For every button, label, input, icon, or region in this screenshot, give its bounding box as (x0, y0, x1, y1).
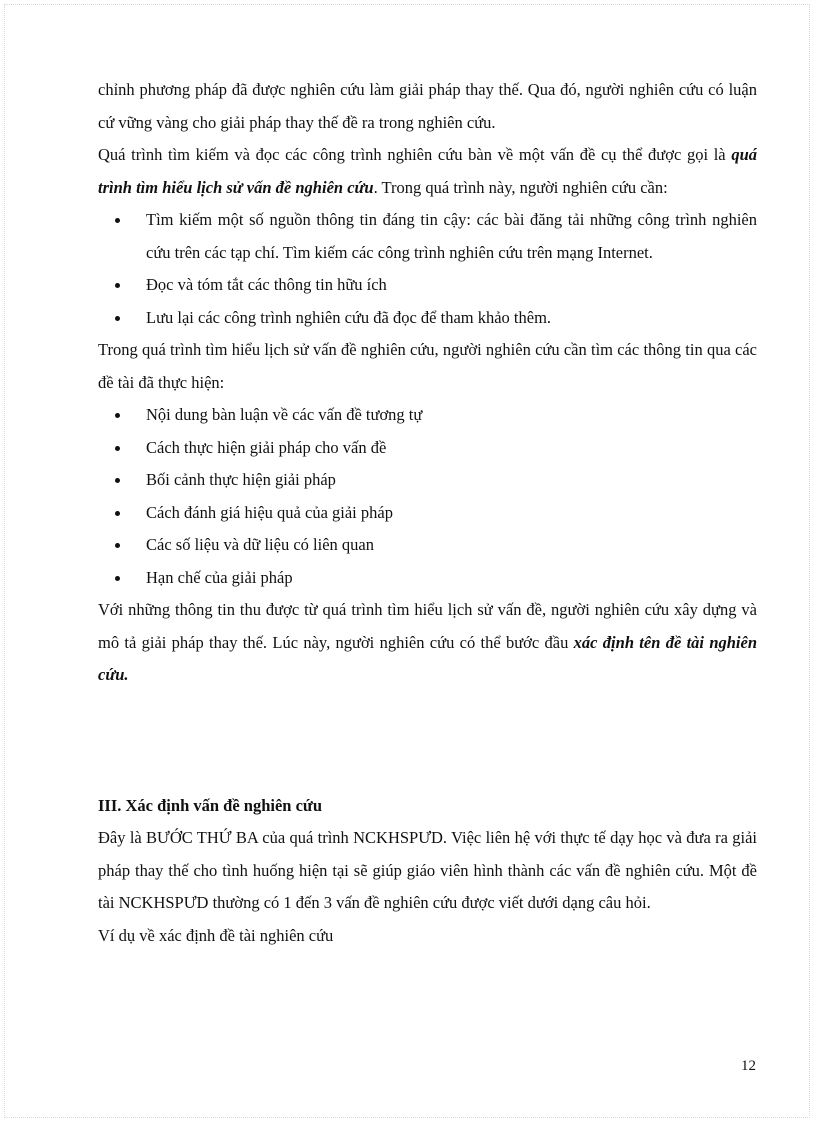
bullet-list-2 (98, 399, 757, 594)
paragraph-1: chỉnh phương pháp đã được nghiên cứu làm giải pháp thay thế. Qua đó, người nghiên cứu có luận cứ vững vàng cho giải pháp thay thế đề ra trong nghiên cứu. (98, 80, 757, 132)
paragraph-4-text: Với những thông tin thu được từ quá trình tìm hiểu lịch sử vấn đề, người nghiên cứu xây dựng và mô tả giải pháp thay thế. Lúc này, người nghiên cứu có thể bước đầu (98, 600, 757, 652)
list-item (98, 399, 757, 432)
list-item (98, 302, 757, 335)
bullet-icon (115, 511, 120, 516)
paragraph-4 (98, 594, 757, 692)
paragraph-3: Trong quá trình tìm hiểu lịch sử vấn đề nghiên cứu, người nghiên cứu cần tìm các thông tin qua các đề tài đã thực hiện: (98, 340, 757, 392)
list-item-text: Cách thực hiện giải pháp cho vấn đề (146, 437, 387, 457)
list-item-text: Nội dung bàn luận về các vấn đề tương tự (146, 405, 423, 424)
section-heading: III. Xác định vấn đề nghiên cứu (98, 795, 323, 815)
paragraph-5: Đây là BƯỚC THỨ BA của quá trình NCKHSPƯD. Việc liên hệ với thực tế dạy học và đưa ra giải pháp thay thế cho tình huống hiện tại sẽ giúp giáo viên hình thành các vấn đề nghiên cứu. Một đề tài NCKHSPƯD thường có 1 đến 3 vấn đề nghiên cứu được viết dưới dạng câu hỏi. (98, 828, 757, 912)
paragraph-2-emphasis: quá trình tìm hiểu lịch sử vấn đề nghiên cứu (98, 145, 757, 197)
paragraph-2-text-b: . Trong quá trình này, người nghiên cứu cần: (373, 177, 668, 197)
page-number: 12 (741, 1058, 756, 1074)
bullet-icon (115, 576, 120, 581)
list-item (98, 269, 757, 302)
bullet-list-1 (98, 204, 757, 334)
bullet-icon (115, 283, 120, 288)
list-item-text: Đọc và tóm tắt các thông tin hữu ích (146, 275, 387, 294)
list-item-text: Lưu lại các công trình nghiên cứu đã đọc để tham khảo thêm. (146, 307, 552, 327)
bullet-icon (115, 218, 120, 223)
list-item-text: Bối cảnh thực hiện giải pháp (146, 470, 336, 489)
list-item-text: Cách đánh giá hiệu quả của giải pháp (146, 502, 393, 522)
list-item (98, 562, 757, 595)
paragraph-2 (98, 139, 757, 204)
list-item-text: Các số liệu và dữ liệu có liên quan (146, 535, 374, 554)
section-spacer (98, 692, 757, 790)
list-item (98, 529, 757, 562)
bullet-icon (115, 543, 120, 548)
paragraph-6: Ví dụ về xác định đề tài nghiên cứu (98, 925, 334, 945)
list-item (98, 432, 757, 465)
bullet-icon (115, 413, 120, 418)
list-item-text: Hạn chế của giải pháp (146, 567, 293, 587)
bullet-icon (115, 478, 120, 483)
bullet-icon (115, 446, 120, 451)
bullet-icon (115, 316, 120, 321)
list-item-text: Tìm kiếm một số nguồn thông tin đáng tin cậy: các bài đăng tải những công trình nghiên cứu trên các tạp chí. Tìm kiếm các công trình nghiên cứu trên mạng Internet. (146, 210, 757, 262)
paragraph-2-text-a: Quá trình tìm kiếm và đọc các công trình nghiên cứu bàn về một vấn đề cụ thể được gọi là (98, 145, 732, 164)
list-item (98, 204, 757, 269)
paragraph-4-emphasis: xác định tên đề tài nghiên cứu. (98, 632, 758, 684)
list-item (98, 464, 757, 497)
page-content (98, 74, 757, 952)
list-item (98, 497, 757, 530)
